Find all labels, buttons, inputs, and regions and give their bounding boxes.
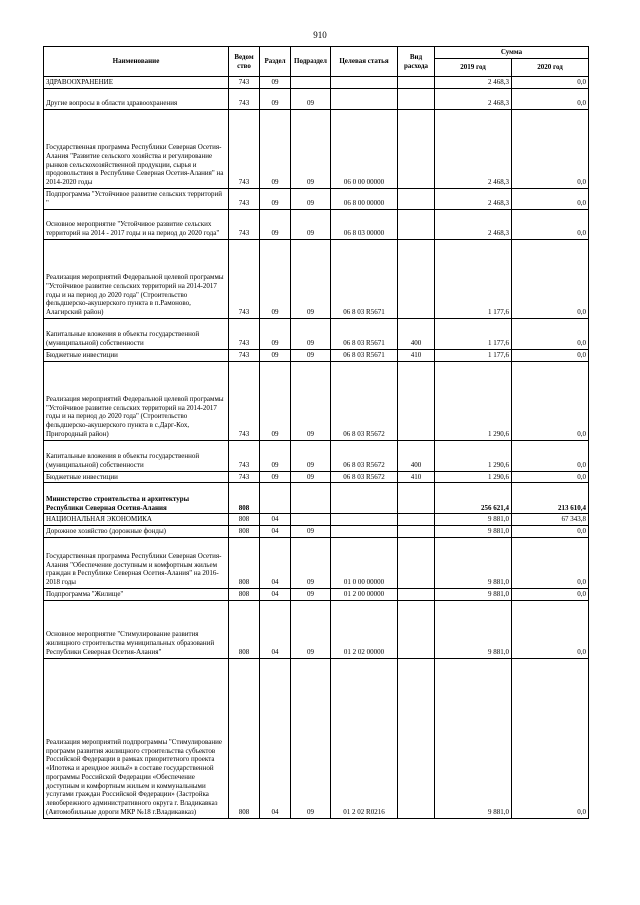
row-2020: 0,0 [512,588,589,600]
row-vid [398,88,435,109]
row-ved: 743 [229,361,260,440]
table-row [44,188,589,209]
row-ved: 743 [229,109,260,188]
row-razdel: 09 [260,440,291,471]
row-razdel: 09 [260,109,291,188]
row-2020: 0,0 [512,188,589,209]
row-2019: 9 881,0 [435,600,512,658]
row-2020: 0,0 [512,349,589,361]
row-name: Основное мероприятие "Стимулирование развития жилищного строительства муниципальных образований Республики Северная Осетия-Алания" [44,600,229,658]
header-summa: Сумма [435,47,589,59]
row-2020: 213 610,4 [512,483,589,514]
row-ved: 743 [229,349,260,361]
row-podrazdel: 09 [291,209,331,239]
row-2020: 67 343,8 [512,514,589,526]
row-celevaya: 06 8 03 R5672 [331,471,398,483]
row-2019: 2 468,3 [435,77,512,89]
row-celevaya: 01 2 02 R0216 [331,658,398,818]
row-vid [398,526,435,538]
row-name: Государственная программа Республики Северная Осетия-Алания "Развитие сельского хозяйства и регулирование рынков сельскохозяйственной продукции, сырья и продовольствия в Республике Северная Осетия-Алания" на 2014-2020 годы [44,109,229,188]
row-podrazdel: 09 [291,440,331,471]
table-row [44,483,589,514]
row-razdel: 09 [260,88,291,109]
row-celevaya: 01 2 00 00000 [331,588,398,600]
row-podrazdel: 09 [291,188,331,209]
row-2019: 2 468,3 [435,209,512,239]
row-vid [398,77,435,89]
row-ved: 743 [229,188,260,209]
row-name: Бюджетные инвестиции [44,349,229,361]
row-celevaya [331,526,398,538]
table-row [44,361,589,440]
row-celevaya: 06 8 03 R5672 [331,361,398,440]
row-2020: 0,0 [512,109,589,188]
row-podrazdel: 09 [291,109,331,188]
row-vid: 400 [398,440,435,471]
header-name: Наименование [44,47,229,77]
row-vid [398,483,435,514]
page-number: 910 [313,30,327,40]
table-row [44,514,589,526]
row-ved: 808 [229,526,260,538]
row-razdel: 09 [260,239,291,318]
row-name: Реализация мероприятий Федеральной целевой программы "Устойчивое развитие сельских территорий на 2014-2017 годы и на период до 2020 года" (Строительство фельдшерско-акушерского пункта в п.Рамоново, Алагирский район) [44,239,229,318]
row-ved: 743 [229,77,260,89]
row-podrazdel: 09 [291,361,331,440]
row-name: Капитальные вложения в объекты государственной (муниципальной) собственности [44,440,229,471]
row-2019: 1 290,6 [435,471,512,483]
table-row [44,526,589,538]
row-name: Другие вопросы в области здравоохранения [44,88,229,109]
row-ved: 808 [229,600,260,658]
row-2020: 0,0 [512,318,589,349]
row-ved: 743 [229,209,260,239]
row-podrazdel: 09 [291,600,331,658]
row-name: НАЦИОНАЛЬНАЯ ЭКОНОМИКА [44,514,229,526]
row-ved: 808 [229,537,260,588]
row-vid [398,361,435,440]
row-celevaya: 06 8 03 R5671 [331,239,398,318]
row-name: Дорожное хозяйство (дорожные фонды) [44,526,229,538]
table-row [44,349,589,361]
table-row [44,88,589,109]
row-podrazdel: 09 [291,471,331,483]
row-celevaya: 01 2 02 00000 [331,600,398,658]
row-2019: 2 468,3 [435,88,512,109]
row-ved: 743 [229,88,260,109]
row-2019: 1 290,6 [435,440,512,471]
row-2019: 9 881,0 [435,514,512,526]
budget-table-body [44,77,589,819]
row-ved: 808 [229,588,260,600]
row-2020: 0,0 [512,471,589,483]
row-name: Подпрограмма "Устойчивое развитие сельских территорий " [44,188,229,209]
header-2019: 2019 год [435,59,512,77]
row-vid: 410 [398,471,435,483]
row-2020: 0,0 [512,600,589,658]
row-ved: 808 [229,483,260,514]
row-razdel: 09 [260,471,291,483]
table-row [44,588,589,600]
row-2019: 2 468,3 [435,188,512,209]
header-razdel: Раздел [260,47,291,77]
row-celevaya: 06 8 00 00000 [331,188,398,209]
row-celevaya: 06 8 03 R5671 [331,318,398,349]
row-name: Подпрограмма "Жилище" [44,588,229,600]
row-vid [398,109,435,188]
row-2019: 1 290,6 [435,361,512,440]
row-vid [398,239,435,318]
row-2020: 0,0 [512,361,589,440]
row-vid: 400 [398,318,435,349]
row-razdel [260,483,291,514]
row-2020: 0,0 [512,239,589,318]
row-vid [398,658,435,818]
row-vid: 410 [398,349,435,361]
row-razdel: 09 [260,209,291,239]
row-2019: 256 621,4 [435,483,512,514]
row-2020: 0,0 [512,537,589,588]
row-razdel: 09 [260,361,291,440]
row-2019: 9 881,0 [435,537,512,588]
row-razdel: 04 [260,658,291,818]
row-vid [398,588,435,600]
row-razdel: 09 [260,349,291,361]
table-row [44,77,589,89]
row-podrazdel [291,77,331,89]
row-2020: 0,0 [512,88,589,109]
row-ved: 743 [229,471,260,483]
table-row [44,658,589,818]
row-2020: 0,0 [512,526,589,538]
row-celevaya [331,514,398,526]
row-vid [398,537,435,588]
row-razdel: 04 [260,537,291,588]
row-podrazdel: 09 [291,588,331,600]
row-celevaya: 06 8 03 R5672 [331,440,398,471]
row-podrazdel: 09 [291,658,331,818]
row-ved: 808 [229,658,260,818]
header-celevaya: Целевая статья [331,47,398,77]
row-name: Государственная программа Республики Северная Осетия-Алания "Обеспечение доступным и комфортным жильем граждан в Республике Северная Осетия-Алания" на 2016-2018 годы [44,537,229,588]
table-row [44,600,589,658]
row-podrazdel: 09 [291,349,331,361]
row-ved: 743 [229,318,260,349]
row-vid [398,514,435,526]
row-ved: 808 [229,514,260,526]
row-name: Реализация мероприятий подпрограммы "Стимулирование программ развития жилищного строительства субъектов Российской Федерации в рамках приоритетного проекта «Ипотека и арендное жильё» в составе государственной программы Российской Федерации «Обеспечение доступным и комфортным жильем и коммунальными услугами граждан Российской Федерации» (Застройка левобережного административного округа г. Владикавказ (Автомобильные дороги МКР №18 г.Владикавказ) [44,658,229,818]
header-vid: Вид расхода [398,47,435,77]
row-celevaya [331,483,398,514]
row-razdel: 04 [260,526,291,538]
row-2020: 0,0 [512,440,589,471]
row-vid [398,600,435,658]
table-row [44,239,589,318]
table-row [44,537,589,588]
table-row [44,109,589,188]
table-row [44,209,589,239]
row-2019: 1 177,6 [435,349,512,361]
row-podrazdel [291,514,331,526]
row-ved: 743 [229,239,260,318]
header-2020: 2020 год [512,59,589,77]
row-name: Реализация мероприятий Федеральной целевой программы "Устойчивое развитие сельских территорий на 2014-2017 годы и на период до 2020 года" (Строительство фельдшерско-акушерского пункта в с.Дарг-Кох, Пригородный район) [44,361,229,440]
row-vid [398,209,435,239]
row-2020: 0,0 [512,658,589,818]
row-celevaya: 06 8 03 R5671 [331,349,398,361]
row-podrazdel: 09 [291,537,331,588]
row-2019: 1 177,6 [435,239,512,318]
row-razdel: 04 [260,600,291,658]
row-2020: 0,0 [512,209,589,239]
row-vid [398,188,435,209]
row-celevaya [331,77,398,89]
row-celevaya: 01 0 00 00000 [331,537,398,588]
row-razdel: 04 [260,588,291,600]
row-ved: 743 [229,440,260,471]
table-row [44,471,589,483]
row-2019: 9 881,0 [435,588,512,600]
row-celevaya: 06 0 00 00000 [331,109,398,188]
row-name: ЗДРАВООХРАНЕНИЕ [44,77,229,89]
row-podrazdel: 09 [291,239,331,318]
header-ved: Ведом ство [229,47,260,77]
row-podrazdel [291,483,331,514]
row-2019: 9 881,0 [435,526,512,538]
row-razdel: 04 [260,514,291,526]
row-razdel: 09 [260,318,291,349]
row-razdel: 09 [260,188,291,209]
row-podrazdel: 09 [291,318,331,349]
header-podrazdel: Подраздел [291,47,331,77]
row-celevaya [331,88,398,109]
row-name: Основное мероприятие "Устойчивое развитие сельских территорий на 2014 - 2017 годы и на период до 2020 года" [44,209,229,239]
row-podrazdel: 09 [291,526,331,538]
row-podrazdel: 09 [291,88,331,109]
row-2019: 1 177,6 [435,318,512,349]
table-row [44,440,589,471]
row-2019: 2 468,3 [435,109,512,188]
row-2019: 9 881,0 [435,658,512,818]
row-2020: 0,0 [512,77,589,89]
row-razdel: 09 [260,77,291,89]
row-celevaya: 06 8 03 00000 [331,209,398,239]
row-name: Министерство строительства и архитектуры Республики Северная Осетия-Алания [44,483,229,514]
row-name: Капитальные вложения в объекты государственной (муниципальной) собственности [44,318,229,349]
budget-table [43,46,589,819]
row-name: Бюджетные инвестиции [44,471,229,483]
table-row [44,318,589,349]
